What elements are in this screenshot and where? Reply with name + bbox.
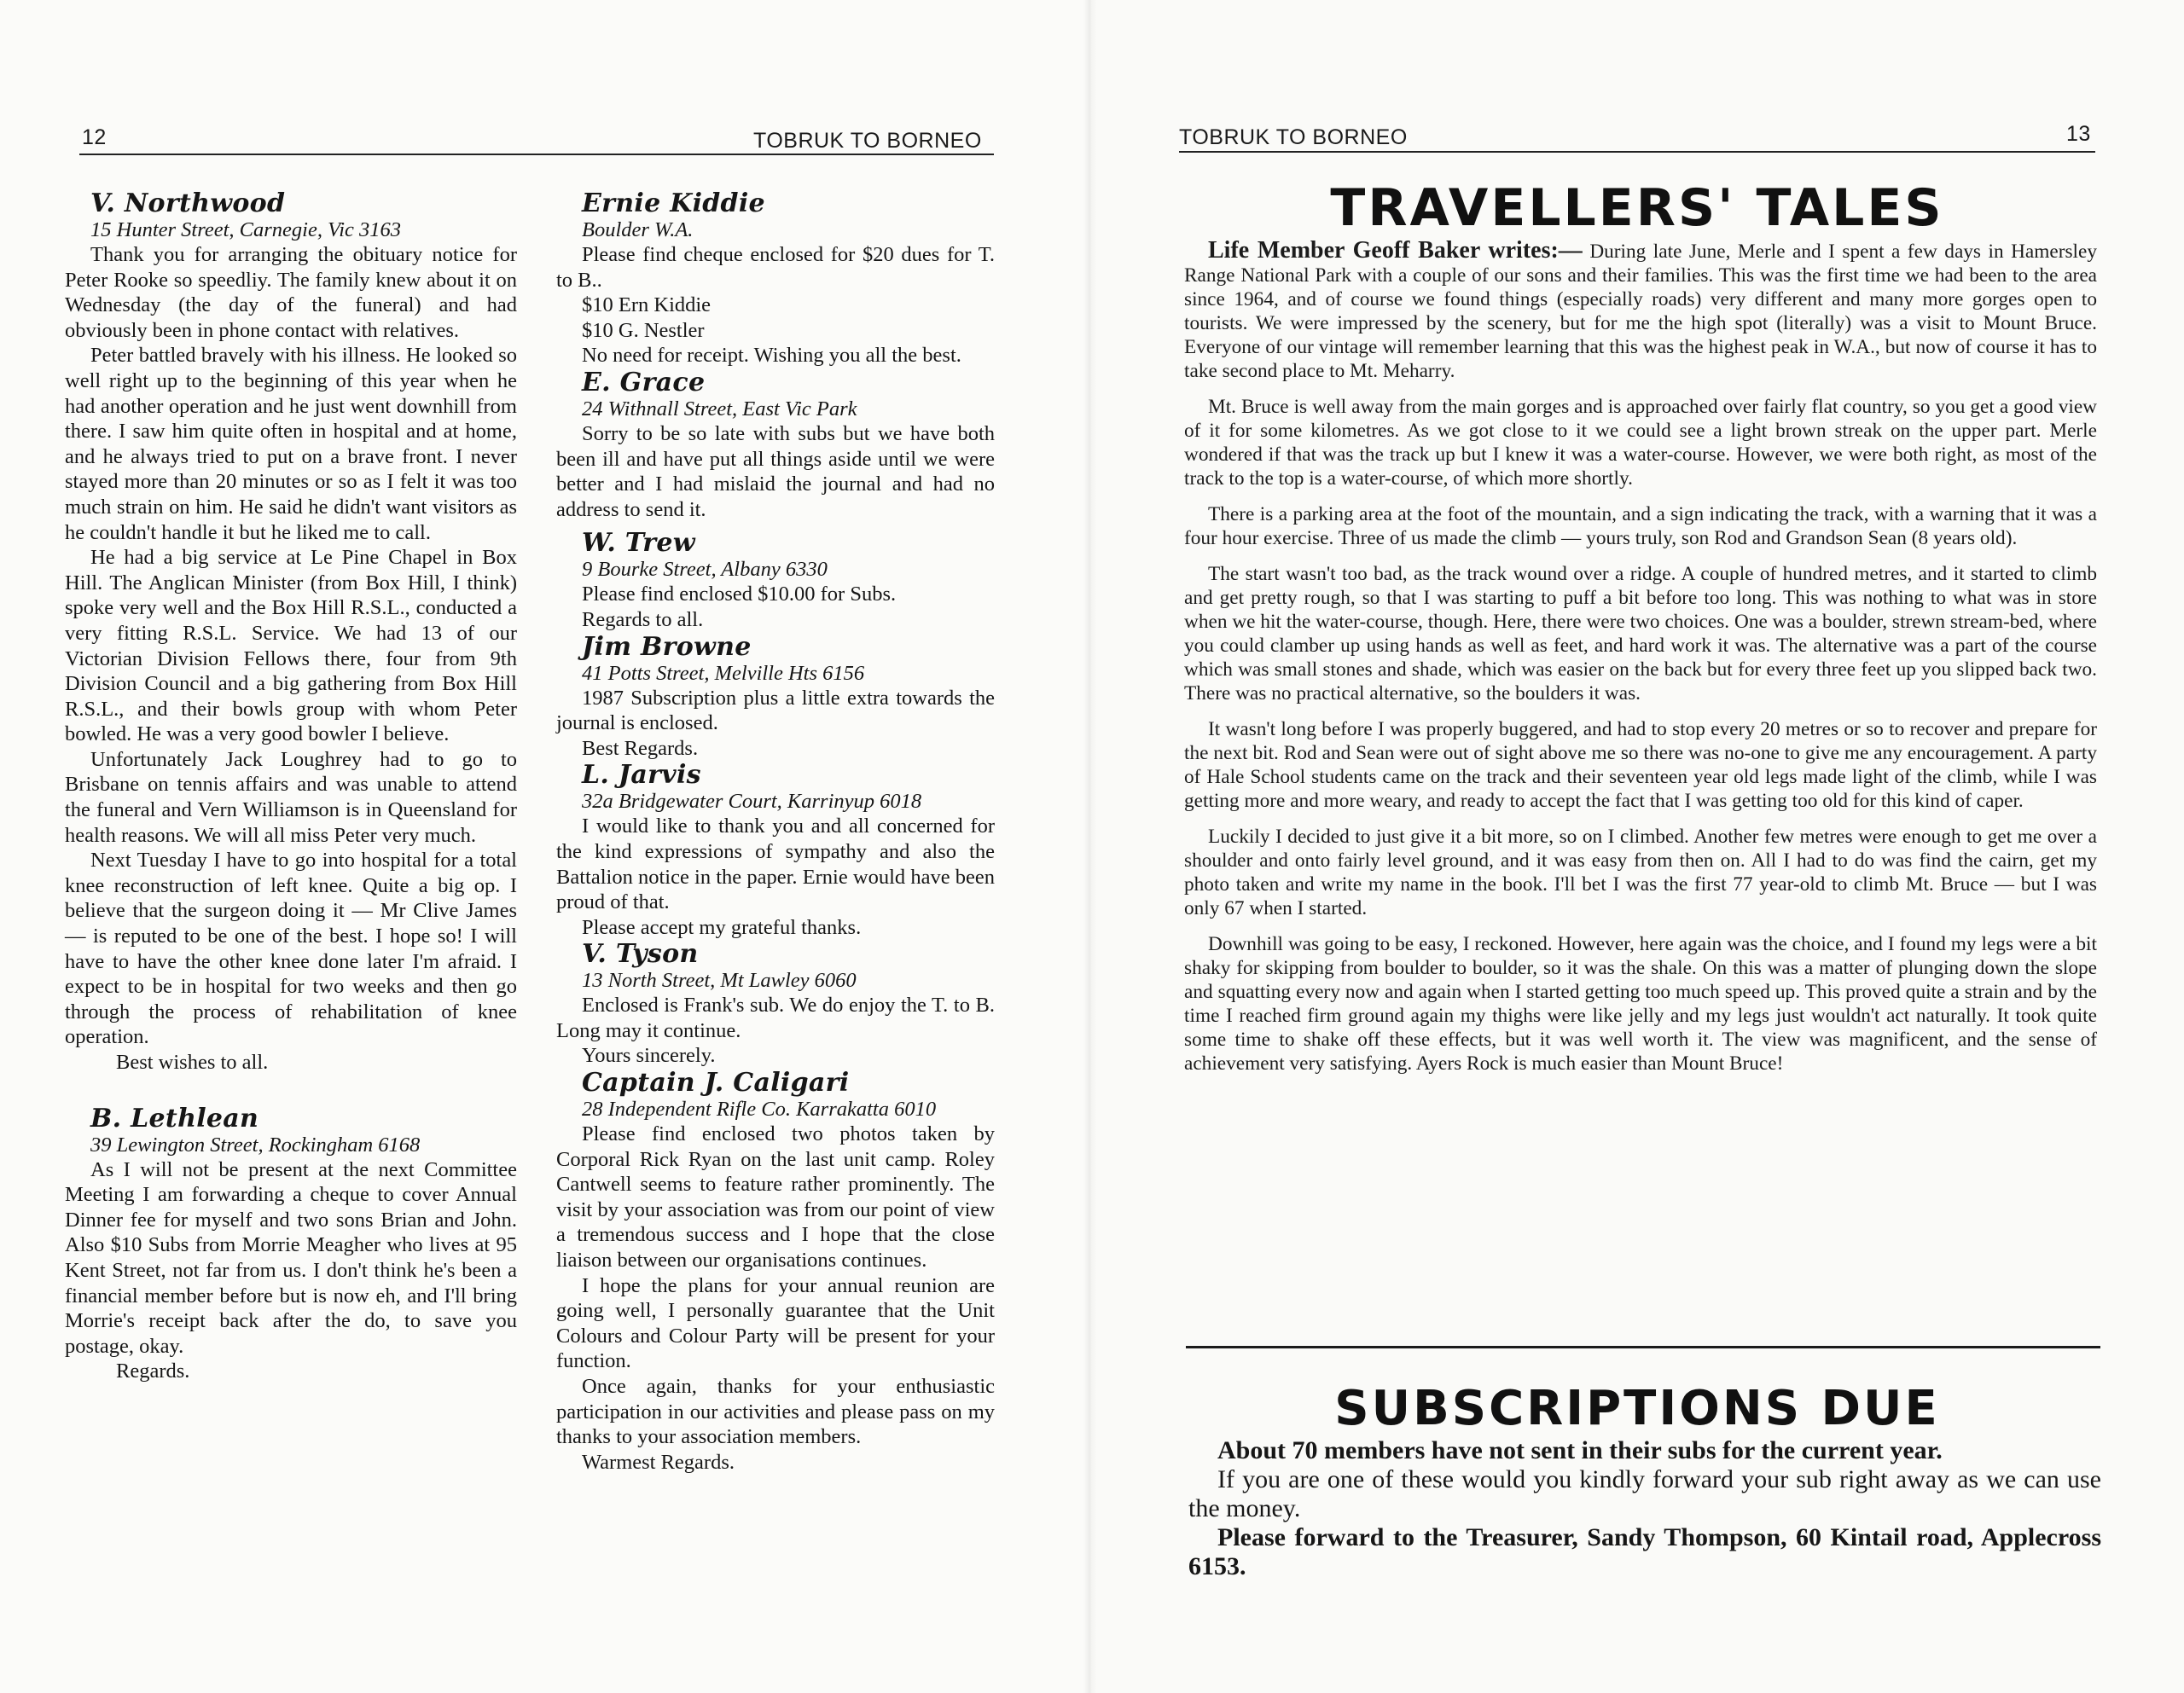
letter-trew — [556, 529, 995, 632]
letter-author-name: E. Grace — [582, 367, 706, 397]
letter-paragraph: Once again, thanks for your enthusiastic participation in our activities and please pass on my thanks to your association members. — [556, 1375, 995, 1449]
article-paragraph — [1184, 239, 2097, 383]
subscriptions-heading: SUBSCRIPTIONS DUE — [1334, 1381, 1940, 1436]
letter-paragraph: Thank you for arranging the obituary notice for Peter Rooke so speedliy. The family knew about it on Wednesday (the day of the funeral) and had obviously been in phone contact with relatives. — [65, 243, 517, 342]
subscriptions-line-2: If you are one of these would you kindly forward your sub right away as we can use the money. — [1188, 1465, 2101, 1522]
letter-northwood — [65, 189, 517, 1076]
letter-author-name: Jim Browne — [582, 631, 752, 662]
letter-paragraph: Enclosed is Frank's sub. We do enjoy the T. to B. Long may it continue. — [556, 994, 995, 1042]
letter-jarvis — [556, 761, 995, 940]
letter-address: 24 Withnall Street, East Vic Park — [582, 397, 857, 420]
letter-closing: Warmest Regards. — [582, 1450, 735, 1474]
travellers-tales-article — [1184, 239, 2097, 1087]
article-paragraph: Luckily I decided to just give it a bit more, so on I climbed. Another few metres were enough to get me over a shoulder and onto fairly level ground, and it was easy from then on. All I had to do was find the cairn, get my photo taken and write my name in the book. I'll bet I was the first 77 year-old to climb Mt. Bruce — but I was only 67 when I started. — [1184, 826, 2097, 919]
letter-paragraph: He had a big service at Le Pine Chapel in Box Hill. The Anglican Minister (from Box Hill, I think) spoke very well and the Box Hill R.S.L., conducted a very fitting R.S.L. Service. We had 13 of our Victorian Division Fellows there, four from 9th Division Council and a big gathering from Box Hill R.S.L., and their bowls group with whom Peter bowled. He was a very good bowler I believe. — [65, 546, 517, 746]
article-paragraph: Mt. Bruce is well away from the main gorges and is approached over fairly flat country, so you get a good view of it for some kilometres. As we got close to it we could see a light brown streak on the upper part. Merle wondered if that was the track up but I knew it was a water-course. However, we were both right, as most of the track to the top is a water-course, of which more shortly. — [1184, 396, 2097, 490]
article-paragraph: The start wasn't too bad, as the track wound over a ridge. A couple of hundred metres, and it started to climb and get pretty rough, so that I was starting to puff a bit before too long. This was nothing to what was in store when we hit the water-course, though. Here, there were two choices. One was a boulder, strewn stream-bed, where you could clamber up using hands as well as feet, and hard work it was. The alternative was a part of the course which was small stones and shade, which was easier on the back but for every three feet up you slipped back two. There was no practical alternative, so the boulders it was. — [1184, 563, 2097, 704]
article-lead: Life Member Geoff Baker writes:— — [1208, 237, 1583, 264]
letter-browne — [556, 633, 995, 762]
left-running-head: TOBRUK TO BORNEO — [753, 129, 982, 153]
letter-address: 28 Independent Rifle Co. Karrakatta 6010 — [582, 1098, 937, 1122]
letter-address: 41 Potts Street, Melville Hts 6156 — [582, 661, 865, 685]
letter-author-name: V. Northwood — [90, 188, 286, 218]
article-paragraph: There is a parking area at the foot of the mountain, and a sign indicating the track, with a warning that it was a four hour exercise. Three of us made the climb — yours truly, son Rod and Grandson Sean (8 years old). — [1184, 503, 2097, 549]
letter-line: $10 G. Nestler — [582, 318, 705, 342]
letter-author-name: Ernie Kiddie — [582, 188, 765, 218]
letter-address: Boulder W.A. — [582, 218, 694, 241]
left-header-rule — [79, 154, 994, 155]
letter-paragraph: Sorry to be so late with subs but we have both been ill and have put all things aside until we were better and I had mislaid the journal and had no address to send it. — [556, 421, 995, 521]
letter-author-name: L. Jarvis — [582, 760, 701, 791]
letter-closing: Best Regards. — [582, 736, 699, 760]
letter-address: 13 North Street, Mt Lawley 6060 — [582, 969, 857, 993]
letter-paragraph: Please find enclosed two photos taken by Corporal Rick Ryan on the last unit camp. Roley Cantwell seems to feature rather prominently. The visit by your association was from our point of view a tremendous success and I hope that the close liaison between our organisations continues. — [556, 1122, 995, 1273]
letter-address: 39 Lewington Street, Rockingham 6168 — [90, 1133, 421, 1157]
right-page-number: 13 — [2066, 122, 2091, 146]
letter-paragraph: Unfortunately Jack Loughrey had to go to Brisbane on tennis affairs and was unable to attend the funeral and Vern Williamson is in Queensland for health reasons. We will all miss Peter very much. — [65, 747, 517, 847]
letter-closing: Regards. — [116, 1360, 190, 1383]
letter-paragraph: As I will not be present at the next Committee Meeting I am forwarding a cheque to cover Annual Dinner fee for myself and two sons Brian and John. Also $10 Subs from Morrie Meagher who lives at 95 Kent Street, not far from us. I don't think he's been a financial member before but is now eh, and I'll bring Morrie's receipt back after the do, to save you postage, okay. — [65, 1157, 517, 1358]
section-divider — [1186, 1346, 2100, 1348]
letter-paragraph: I would like to thank you and all concerned for the kind expressions of sympathy and also the Battalion notice in the paper. Ernie would have been proud of that. — [556, 815, 995, 914]
letter-kiddie — [556, 189, 995, 368]
page-gutter — [1083, 0, 1097, 1693]
letter-grace — [556, 368, 995, 522]
article-paragraph: It wasn't long before I was properly buggered, and had to stop every 20 metres or so to recover and prepare for the next bit. Rod and Sean were out of sight above me so there was no-one to give me any encouragement. A party of Hale School students came on the track and their seventeen year old legs made light of the climb, while I was getting more and more weary, and ready to accept the fact that I was getting too old for this kind of caper. — [1184, 718, 2097, 812]
letter-paragraph: 1987 Subscription plus a little extra towards the journal is enclosed. — [556, 686, 995, 735]
article-paragraph: Downhill was going to be easy, I reckoned. However, here again was the choice, and I found my legs were a bit shaky for skipping from boulder to boulder, so it was the shale. On this was a matter of plunging down the slope and squatting every now and again when I started getting too much speed up. This proved quite a strain and by the time I reached firm ground again my thighs were like jelly and my legs just wouldn't act naturally. It took quite some time to shake off these effects, but it was well worth it. The view was magnificent, and the sense of achievement very satisfying. Ayers Rock is much easier than Mount Bruce! — [1184, 933, 2097, 1075]
letter-closing: Regards to all. — [582, 607, 704, 631]
left-page-number: 12 — [82, 125, 107, 149]
letter-line: $10 Ern Kiddie — [582, 293, 712, 317]
letter-paragraph: Next Tuesday I have to go into hospital for a total knee reconstruction of left knee. Quite a big op. I believe that the surgeon doing it — Mr Clive James — is reputed to be one of the best. I hope so! I will have to have the other knee done later I'm afraid. I expect to be in hospital for two weeks and then go through the process of rehabilitation of knee operation. — [65, 849, 517, 1049]
subscriptions-line-3: Please forward to the Treasurer, Sandy Thompson, 60 Kintail road, Applecross 6153. — [1188, 1523, 2101, 1580]
letter-paragraph: Peter battled bravely with his illness. He looked so well right up to the beginning of this year when he had another operation and he just went downhill from there. I saw him quite often in hospital and at home, and he always tried to put on a brave front. I never stayed more than 20 minutes or so as I felt it was too much strain on him. He said he didn't want visitors as he couldn't handle it but he liked me to call. — [65, 344, 517, 544]
letter-author-name: W. Trew — [582, 528, 695, 559]
subscriptions-notice — [1188, 1436, 2101, 1581]
letter-paragraph: Please find cheque enclosed for $20 dues for T. to B.. — [556, 243, 995, 292]
letter-caligari — [556, 1069, 995, 1475]
letter-address: 15 Hunter Street, Carnegie, Vic 3163 — [90, 218, 402, 241]
letter-tyson — [556, 940, 995, 1069]
right-running-head: TOBRUK TO BORNEO — [1179, 125, 1408, 149]
letter-closing: Yours sincerely. — [582, 1044, 716, 1068]
letter-author-name: V. Tyson — [582, 939, 699, 970]
letters-column-1 — [65, 189, 517, 1384]
subscriptions-line-1: About 70 members have not sent in their subs for the current year. — [1217, 1436, 1943, 1464]
article-paragraph-text: During late June, Merle and I spent a few days in Hamersley Range National Park with a couple of our sons and their families. This was the first time we had been to the area since 1964, and of course we found things (especially roads) very different and many more gorges open to tourists. We were impressed by the scenery, but for me the high spot (literally) was a visit to Mount Bruce. Everyone of our vintage will remember learning that this was the highest peak in W.A., but now of course it has to take second place to Mt. Meharry. — [1184, 241, 2098, 382]
letter-paragraph: I hope the plans for your annual reunion are going well, I personally guarantee that the Unit Colours and Colour Party will be present for your function. — [556, 1273, 995, 1373]
letter-lethlean — [65, 1105, 517, 1384]
letter-line: Please find enclosed $10.00 for Subs. — [582, 583, 897, 606]
letter-closing: Please accept my grateful thanks. — [582, 915, 862, 939]
letter-closing: Best wishes to all. — [116, 1051, 269, 1074]
travellers-tales-heading: TRAVELLERS' TALES — [1330, 178, 1944, 238]
letter-address: 32a Bridgewater Court, Karrinyup 6018 — [582, 790, 922, 814]
letters-column-2 — [556, 189, 995, 1475]
letter-author-name: B. Lethlean — [90, 1103, 259, 1133]
letter-paragraph: No need for receipt. Wishing you all the best. — [582, 344, 961, 368]
right-header-rule — [1179, 151, 2095, 153]
letter-author-name: Captain J. Caligari — [582, 1068, 850, 1099]
letter-address: 9 Bourke Street, Albany 6330 — [582, 558, 828, 582]
